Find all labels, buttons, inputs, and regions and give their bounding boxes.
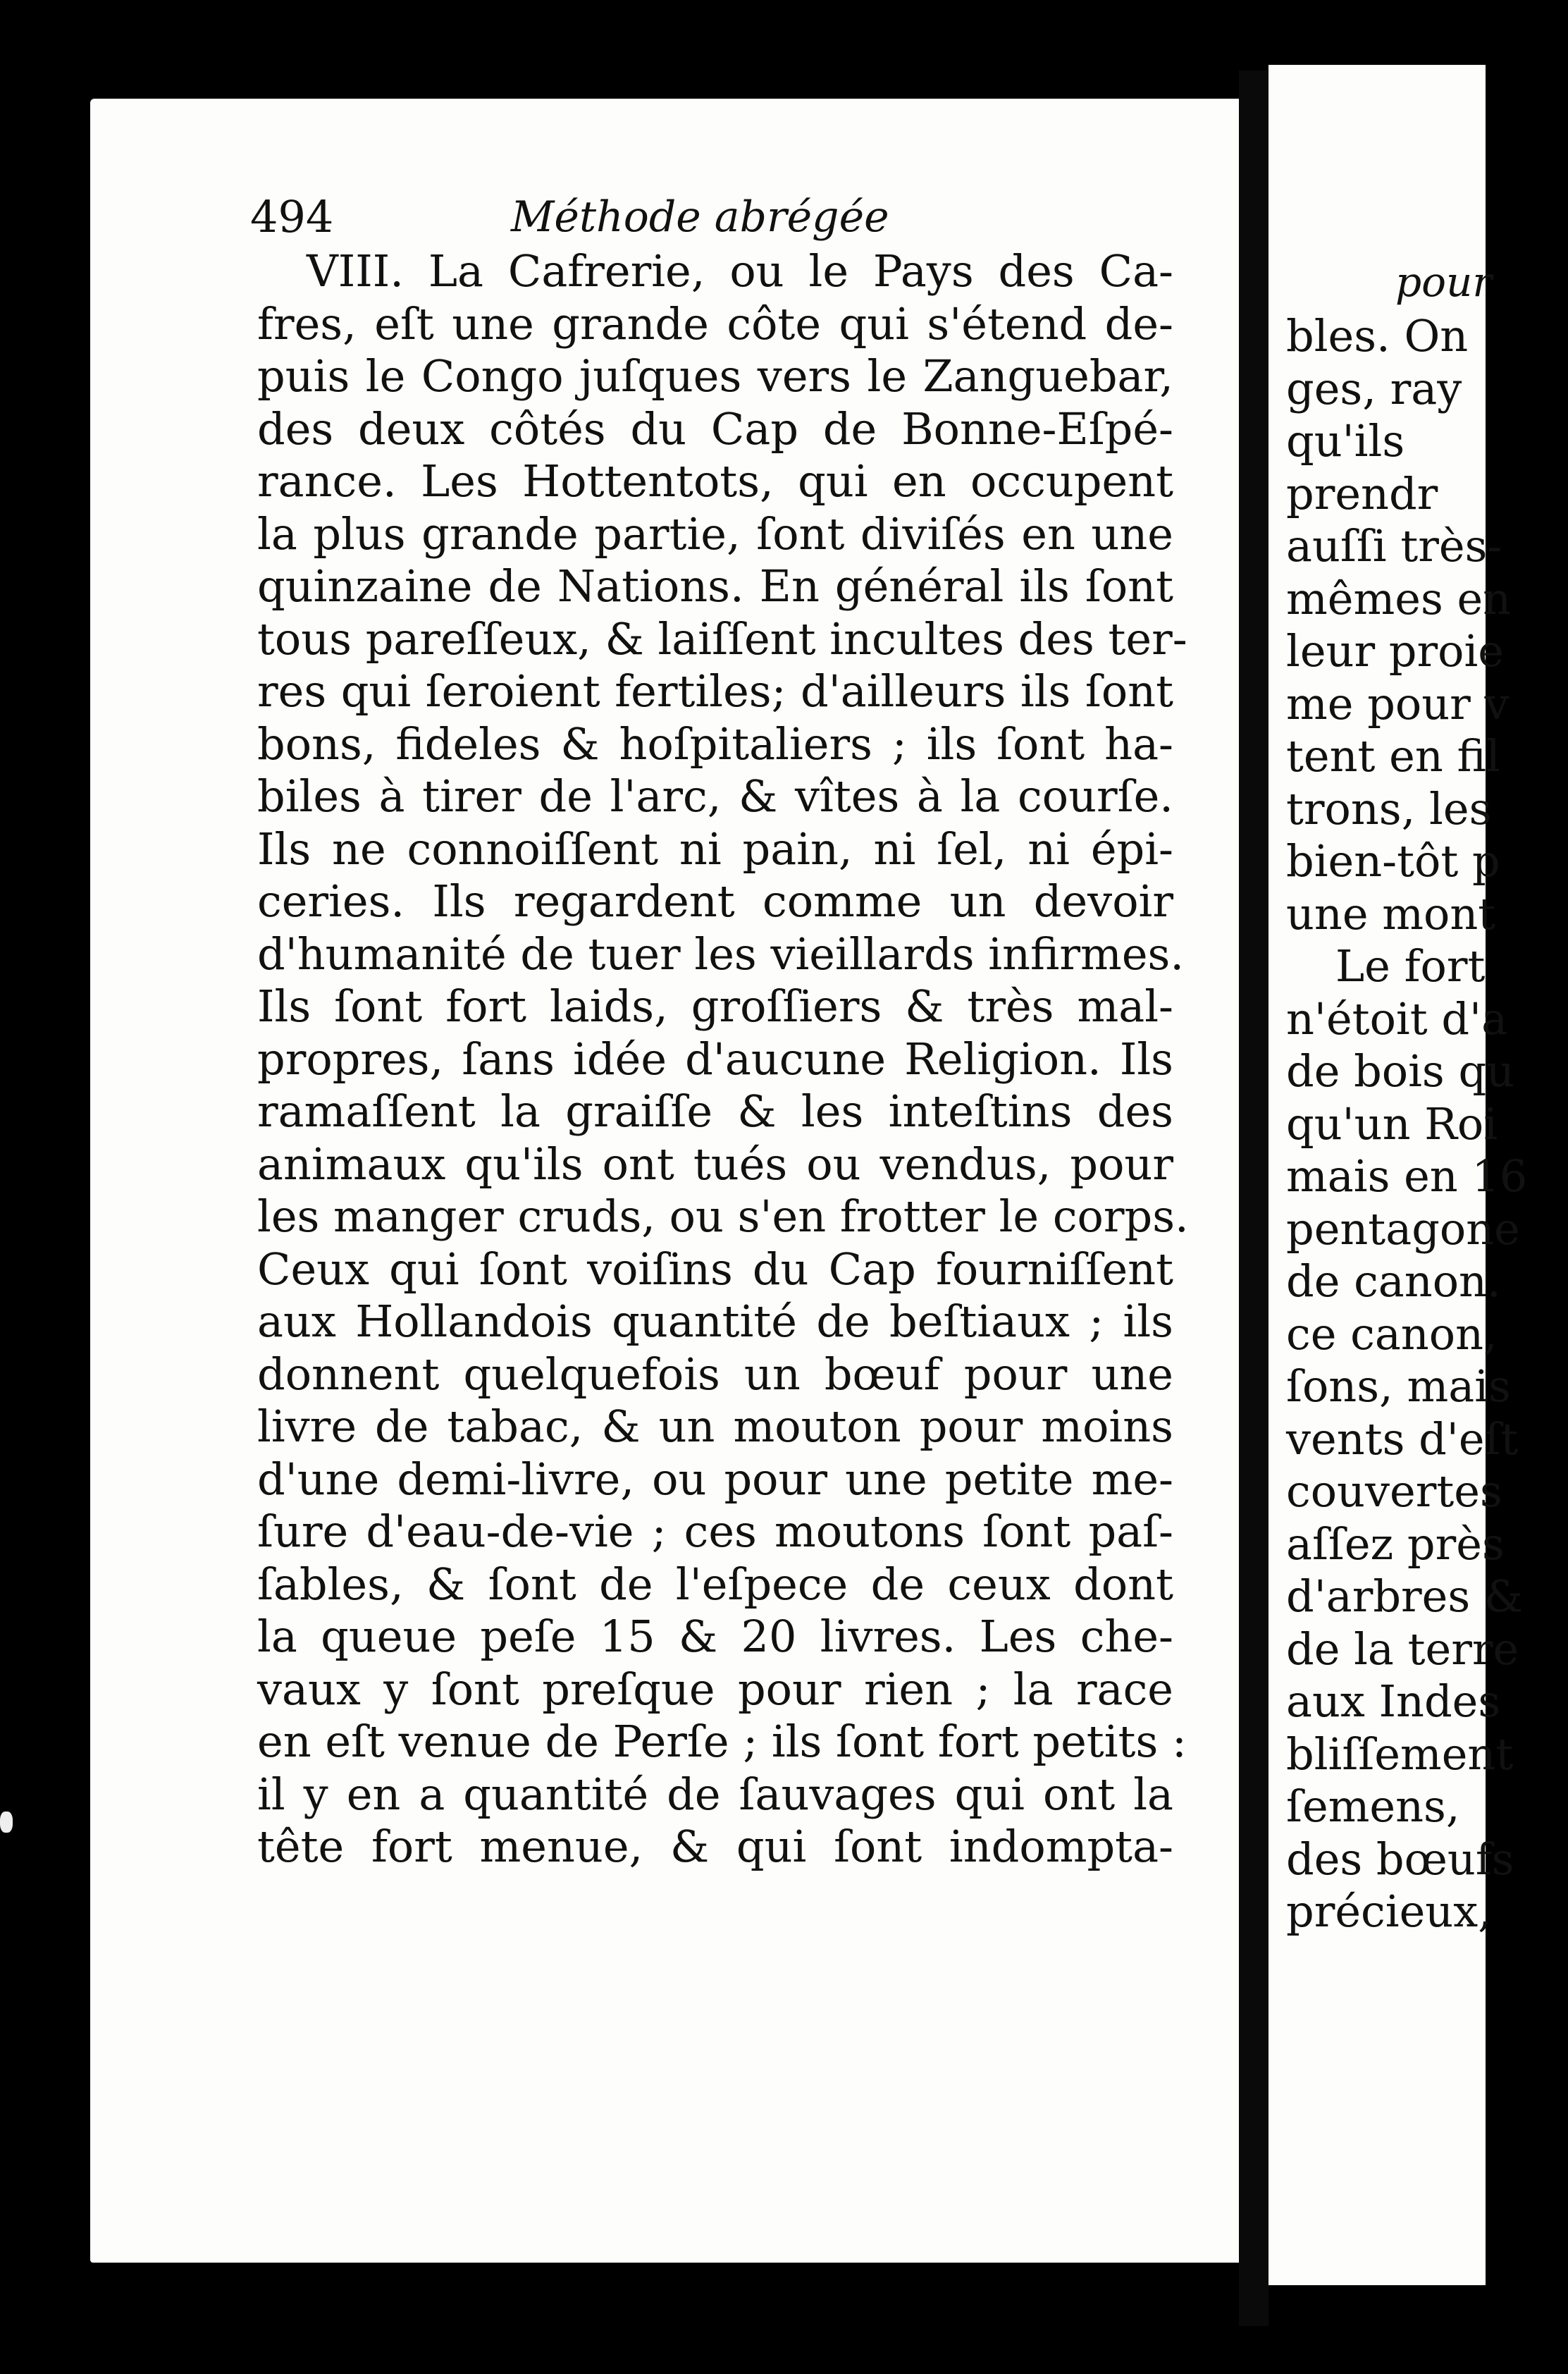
text-line: il y en a quantité de ſauvages qui ont la xyxy=(257,1768,1173,1820)
text-line: donnent quelquefois un bœuf pour une xyxy=(257,1348,1173,1400)
book-gutter xyxy=(1239,70,1268,2326)
text-line: d'arbres & xyxy=(1286,1570,1524,1622)
text-line: Le fort xyxy=(1335,940,1486,992)
text-line: les manger cruds, ou s'en frotter le corps. xyxy=(257,1191,1189,1242)
text-line: bliſſement xyxy=(1286,1728,1514,1780)
text-line: en eſt venue de Perſe ; ils ſont fort petits : xyxy=(257,1716,1187,1767)
text-line: tête fort menue, & qui ſont indompta- xyxy=(257,1821,1173,1872)
text-line: biles à tirer de l'arc, & vîtes à la courſe. xyxy=(257,770,1173,822)
text-line: fres, eſt une grande côte qui s'étend de- xyxy=(257,297,1173,350)
text-line: aux Hollandois quantité de beſtiaux ; ils xyxy=(257,1296,1173,1347)
text-line: ſure d'eau-de-vie ; ces moutons ſont paſ- xyxy=(257,1506,1173,1557)
text-line: animaux qu'ils ont tués ou vendus, pour xyxy=(257,1138,1173,1190)
text-line: d'une demi-livre, ou pour une petite me- xyxy=(257,1453,1173,1505)
text-line: rance. Les Hottentots, qui en occupent xyxy=(257,455,1173,507)
text-line: prendr xyxy=(1286,467,1438,519)
text-line: n'étoit d'a xyxy=(1286,992,1508,1045)
text-line: tous pareſſeux, & laiſſent incultes des ter- xyxy=(257,613,1187,665)
text-line: qu'ils xyxy=(1286,415,1405,467)
text-line: ce canon, xyxy=(1286,1308,1498,1360)
text-line: trons, les xyxy=(1286,782,1492,835)
text-line: de la terre xyxy=(1286,1623,1519,1675)
text-line: d'humanité de tuer les vieillards infirmes. xyxy=(257,928,1185,980)
text-line: mêmes en xyxy=(1286,572,1512,625)
text-line: aſſez près xyxy=(1286,1518,1505,1570)
text-line: propres, ſans idée d'aucune Religion. Ils xyxy=(257,1033,1173,1085)
text-line: leur proie xyxy=(1286,625,1504,677)
text-line: bons, fideles & hoſpitaliers ; ils ſont ha- xyxy=(257,718,1173,770)
text-line: Ils ne connoiſſent ni pain, ni ſel, ni épi- xyxy=(257,823,1173,875)
text-line: vents d'eſt xyxy=(1286,1413,1519,1465)
text-line: Ils ſont fort laids, groſſiers & très mal- xyxy=(257,980,1173,1032)
text-line: aux Indes xyxy=(1286,1675,1501,1727)
text-line: pentagone xyxy=(1286,1203,1520,1255)
text-line: auſſi très- xyxy=(1286,520,1502,572)
text-line: précieux, xyxy=(1286,1886,1492,1937)
text-line: Ceux qui ſont voiſins du Cap fourniſſent xyxy=(257,1243,1173,1295)
running-title: Méthode abrégée xyxy=(511,192,889,242)
text-line: puis le Congo juſques vers le Zanguebar, xyxy=(257,350,1173,402)
text-line: de bois qu xyxy=(1286,1045,1515,1097)
text-line: ſons, mais xyxy=(1286,1360,1511,1412)
text-line: vaux y ſont preſque pour rien ; la race xyxy=(257,1663,1173,1715)
text-line: des bœufs xyxy=(1286,1833,1514,1885)
text-line: la queue peſe 15 & 20 livres. Les che- xyxy=(257,1611,1173,1662)
right-body-text xyxy=(1286,310,1568,1938)
left-body-text xyxy=(257,245,1189,1874)
text-line: bles. On xyxy=(1286,310,1469,362)
page-number: 494 xyxy=(250,191,334,242)
text-line: VIII. La Cafrerie, ou le Pays des Ca- xyxy=(307,245,1173,297)
text-line: tent en fil xyxy=(1286,730,1500,782)
text-line: mais en 16 xyxy=(1286,1150,1528,1202)
text-line: ſemens, xyxy=(1286,1780,1460,1832)
text-line: couvertes xyxy=(1286,1465,1502,1517)
text-line: ſables, & ſont de l'eſpece de ceux dont xyxy=(257,1558,1173,1610)
right-running-title: pour xyxy=(1395,258,1493,306)
scan-speck xyxy=(0,1812,13,1833)
text-line: ges, ray xyxy=(1286,362,1462,414)
text-line: de canon. xyxy=(1286,1255,1501,1307)
text-line: des deux côtés du Cap de Bonne-Eſpé- xyxy=(257,402,1173,455)
text-line: ceries. Ils regardent comme un devoir xyxy=(257,875,1173,927)
text-line: ramaſſent la graiſſe & les inteſtins des xyxy=(257,1085,1173,1137)
text-line: une mont xyxy=(1286,887,1496,940)
right-page xyxy=(1268,65,1528,2285)
text-line: la plus grande partie, ſont diviſés en une xyxy=(257,508,1173,560)
text-line: qu'un Roi xyxy=(1286,1097,1498,1150)
text-line: res qui ſeroient fertiles; d'ailleurs ils ſont xyxy=(257,665,1173,717)
text-line: bien-tôt p xyxy=(1286,835,1500,887)
text-line: livre de tabac, & un mouton pour moins xyxy=(257,1401,1173,1452)
text-line: me pour v xyxy=(1286,677,1510,730)
text-line: quinzaine de Nations. En général ils ſont xyxy=(257,560,1173,612)
